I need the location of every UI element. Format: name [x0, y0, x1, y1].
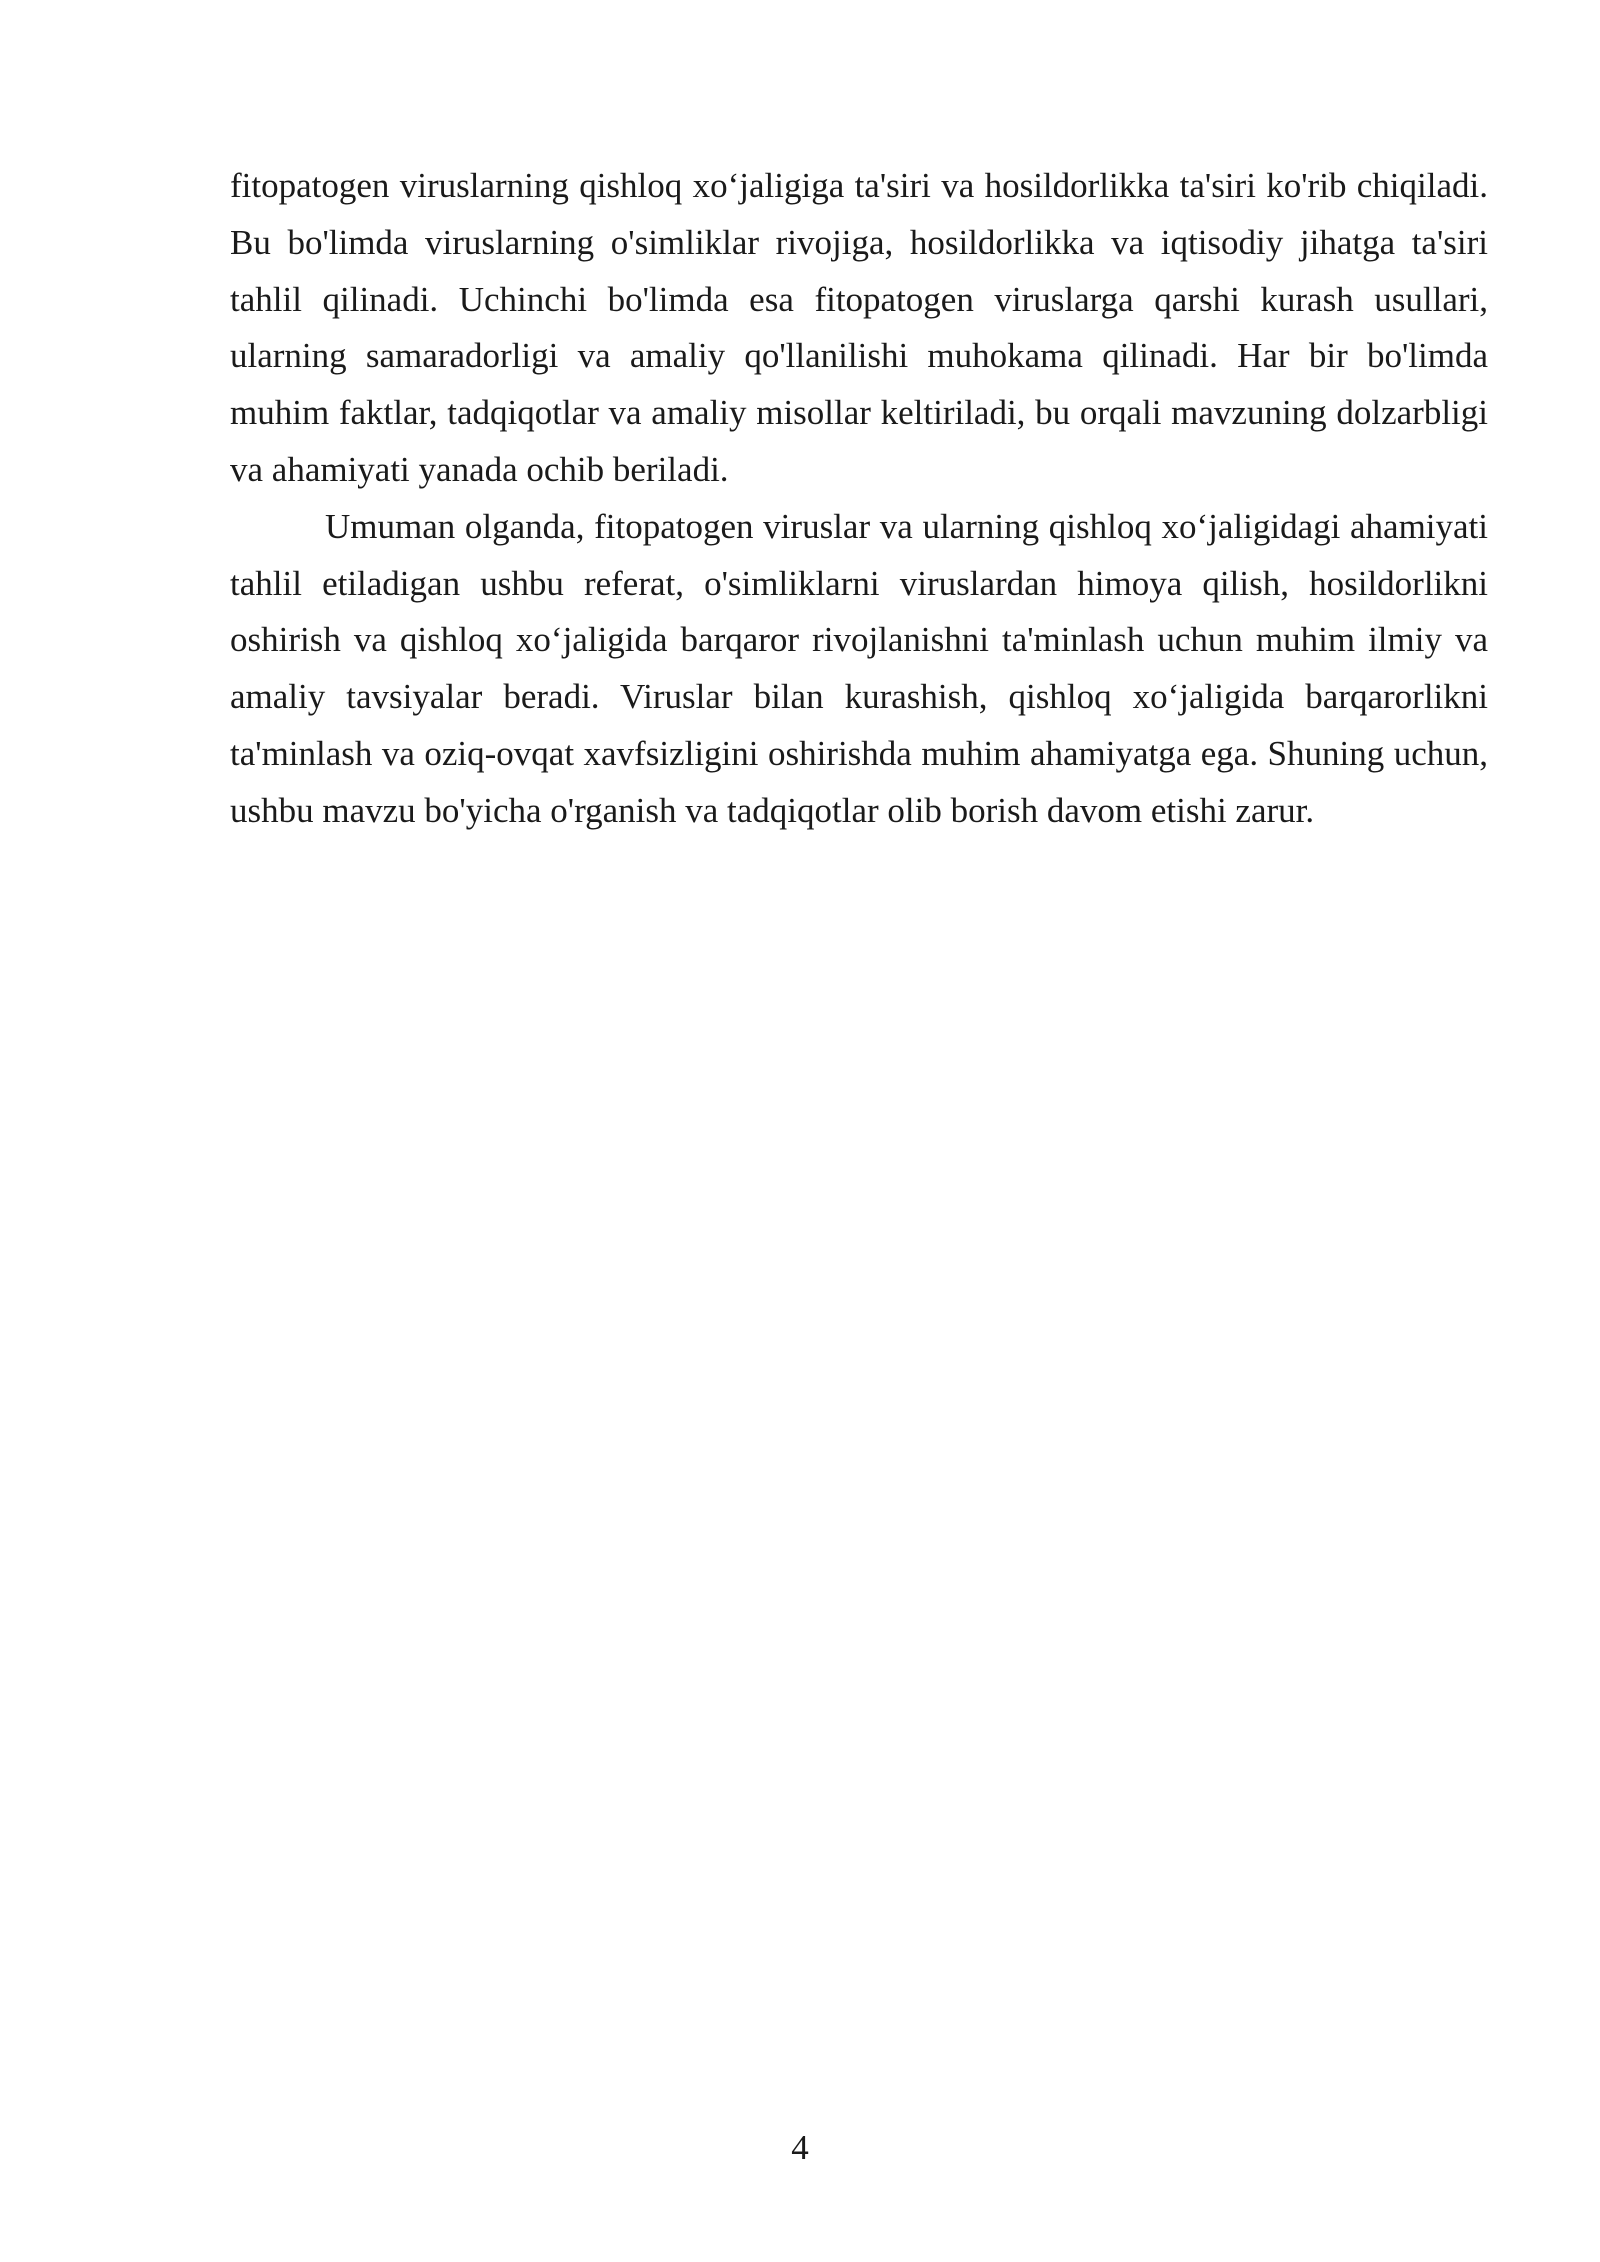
paragraph-continuation: fitopatogen viruslarning qishloq xo‘jaligiga ta'siri va hosildorlikka ta'siri ko'rib chiqiladi. Bu bo'limda viruslarning o'simliklar rivojiga, hosildorlikka va iqtisodiy jihatga ta'siri tahlil qilinadi. Uchinchi bo'limda esa fitopatogen viruslarga qarshi kurash usullari, ularning samaradorligi va amaliy qo'llanilishi muhokama qilinadi. Har bir bo'limda muhim faktlar, tadqiqotlar va amaliy misollar keltiriladi, bu orqali mavzuning dolzarbligi va ahamiyati yanada ochib beriladi. [230, 166, 1488, 489]
page-number: 4 [791, 2128, 809, 2167]
body-text [230, 158, 1488, 840]
paragraph-conclusion: Umuman olganda, fitopatogen viruslar va ularning qishloq xo‘jaligidagi ahamiyati tahlil etiladigan ushbu referat, o'simliklarni viruslardan himoya qilish, hosildorlikni oshirish va qishloq xo‘jaligida barqaror rivojlanishni ta'minlash uchun muhim ilmiy va amaliy tavsiyalar beradi. Viruslar bilan kurashish, qishloq xo‘jaligida barqarorlikni ta'minlash va oziq-ovqat xavfsizligini oshirishda muhim ahamiyatga ega. Shuning uchun, ushbu mavzu bo'yicha o'rganish va tadqiqotlar olib borish davom etishi zarur. [230, 506, 1488, 830]
